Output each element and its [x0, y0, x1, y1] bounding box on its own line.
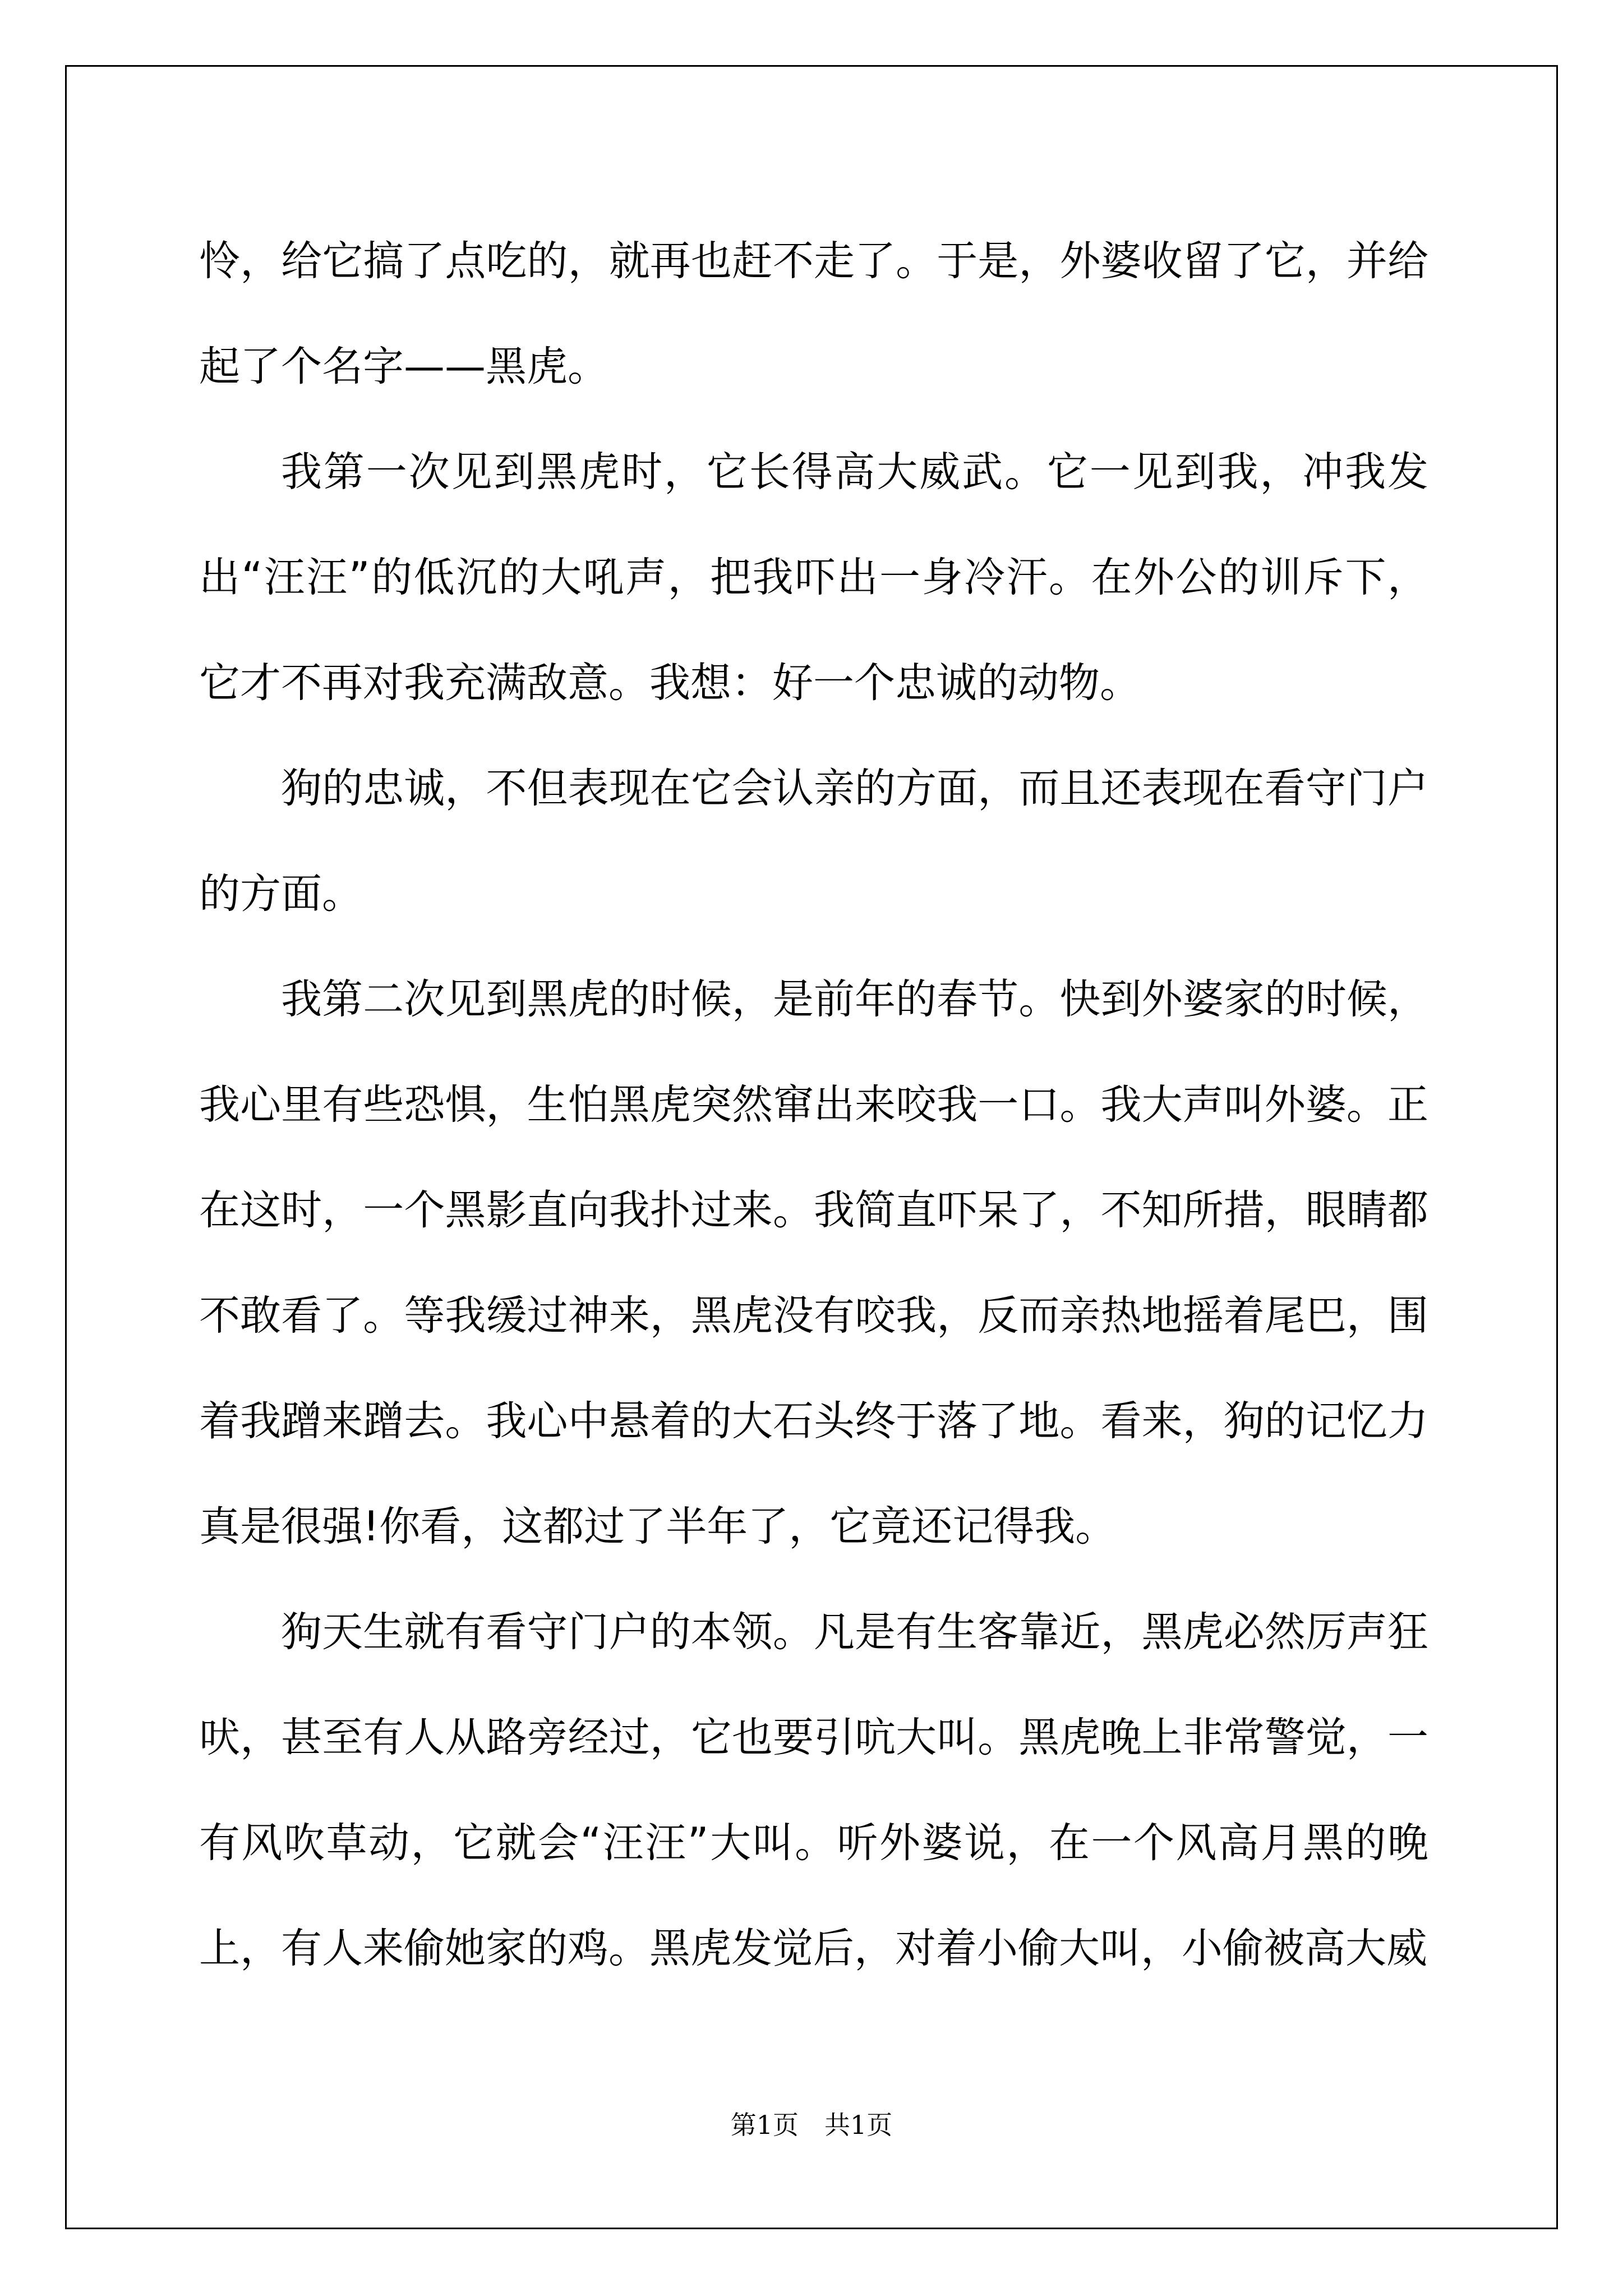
paragraph-1: 怜，给它搞了点吃的，就再也赶不走了。于是，外婆收留了它，并给起了个名字——黑虎。 — [199, 237, 1428, 390]
paragraph-2: 我第一次见到黑虎时，它长得高大威武。它一见到我，冲我发出“汪汪”的低沉的大吼声，把我吓出一身冷汗。在外公的训斥下，它才不再对我充满敌意。我想：好一个忠诚的动物。 — [199, 448, 1428, 707]
paragraph-3: 狗的忠诚，不但表现在它会认亲的方面，而且还表现在看守门户的方面。 — [199, 765, 1428, 918]
paragraph-5: 狗天生就有看守门户的本领。凡是有生客靠近，黑虎必然厉声狂吠，甚至有人从路旁经过，它也要引吭大叫。黑虎晚上非常警觉，一有风吹草动，它就会“汪汪”大叫。听外婆说，在一个风高月黑的晚上，有人来偷她家的鸡。黑虎发觉后，对着小偷大叫，小偷被高大威 — [199, 1608, 1428, 1972]
paragraph-4: 我第二次见到黑虎的时候，是前年的春节。快到外婆家的时候，我心里有些恐惧，生怕黑虎突然窜出来咬我一口。我大声叫外婆。正在这时，一个黑影直向我扑过来。我简直吓呆了，不知所措，眼睛都不敢看了。等我缓过神来，黑虎没有咬我，反而亲热地摇着尾巴，围着我蹭来蹭去。我心中悬着的大石头终于落了地。看来，狗的记忆力真是很强!你看，这都过了半年了，它竟还记得我。 — [199, 976, 1428, 1550]
page-number-footer: 第1页 共1页 — [730, 2110, 893, 2140]
document-body — [199, 209, 1428, 2001]
